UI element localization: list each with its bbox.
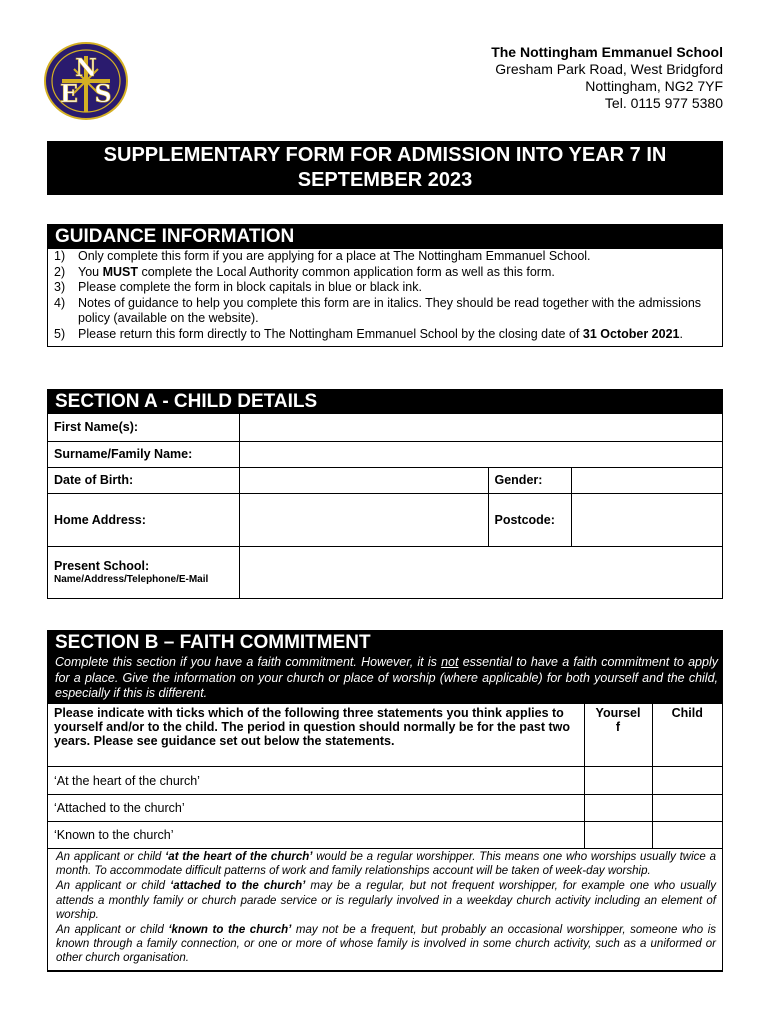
present-school-label-cell <box>48 546 239 598</box>
postcode-label: Postcode: <box>488 493 571 546</box>
note-attached-to-church <box>56 879 716 922</box>
guidance-item-number: 2) <box>54 264 66 279</box>
tick-child-known[interactable] <box>652 822 722 849</box>
guidance-item-text-part: . <box>679 326 683 341</box>
school-phone: Tel. 0115 977 5380 <box>604 95 723 111</box>
surname-label: Surname/Family Name: <box>48 441 239 467</box>
guidance-section <box>47 224 723 347</box>
guidance-item-text-part: Notes of guidance to help you complete this form are in italics. They should be read together with the admissions policy (available on the website). <box>78 295 702 325</box>
statement-attached-to-church: ‘Attached to the church’ <box>48 795 584 822</box>
yourself-column-header <box>584 704 652 767</box>
logo-letter-n: N <box>75 53 97 82</box>
section-b-intro <box>48 655 722 704</box>
statement-heart-of-church: ‘At the heart of the church’ <box>48 767 584 795</box>
guidance-item-number: 5) <box>54 326 66 341</box>
guidance-item-number: 3) <box>54 280 66 294</box>
tick-yourself-attached[interactable] <box>584 795 652 822</box>
child-details-table <box>48 414 722 598</box>
guidance-item-number: 1) <box>54 249 66 263</box>
note-term: ‘attached to the church’ <box>170 880 306 893</box>
faith-guidance-notes <box>48 849 722 971</box>
tick-yourself-known[interactable] <box>584 822 652 849</box>
first-names-field[interactable] <box>239 414 722 441</box>
school-address-line2: Nottingham, NG2 7YF <box>585 78 723 94</box>
guidance-item <box>48 280 722 296</box>
section-b-intro-text: Complete this section if you have a faith commitment. However, it is <box>55 655 442 669</box>
section-b-faith-commitment <box>47 630 723 972</box>
present-school-field[interactable] <box>239 546 722 598</box>
note-text: may not be a frequent, but probably an occasional worshipper, someone who is known through a family connection, or one or more of whose family is involved in some church activity, such as a uniformed or other church organisation. <box>56 924 716 965</box>
note-text: An applicant or child <box>56 880 171 893</box>
form-title <box>47 141 723 195</box>
statement-known-to-church: ‘Known to the church’ <box>48 822 584 849</box>
school-address-block <box>491 44 723 112</box>
note-text: would be a regular worshipper. This means one who worships usually twice a month. To accommodate difficult patterns of work and family relationships account will be taken of week-day worship. <box>56 851 716 878</box>
child-column-header: Child <box>652 704 722 767</box>
tick-child-attached[interactable] <box>652 795 722 822</box>
note-text: An applicant or child <box>56 851 166 863</box>
note-term: ‘known to the church’ <box>168 924 292 937</box>
first-names-label: First Name(s): <box>48 414 239 441</box>
school-name: The Nottingham Emmanuel School <box>491 44 723 60</box>
gender-field[interactable] <box>571 467 722 493</box>
guidance-item-number: 4) <box>54 295 66 310</box>
note-text: may be a regular, but not frequent worshipper, for example one who usually attends a monthly family or church parade service or is regularly involved in a weekday church activity including an element of worship. <box>56 880 716 921</box>
note-known-to-church <box>56 923 716 966</box>
guidance-item-text-part: complete the Local Authority common application form as well as this form. <box>138 264 555 279</box>
guidance-item-text <box>78 327 717 343</box>
guidance-item-text <box>78 280 717 296</box>
guidance-item-text <box>78 249 717 265</box>
date-of-birth-label: Date of Birth: <box>48 467 239 493</box>
section-b-intro-text: essential to have a faith commitment to apply for a place. Give the information on your church or place of worship (where applicable) for both yourself and the child, especially if this is different. <box>55 655 718 700</box>
section-a-heading: SECTION A - CHILD DETAILS <box>48 390 722 414</box>
present-school-sublabel: Name/Address/Telephone/E-Mail <box>54 573 209 585</box>
guidance-item-text-part: Please return this form directly to The Nottingham Emmanuel School by the closing date of <box>78 326 583 341</box>
note-heart-of-church <box>56 850 716 878</box>
present-school-label: Present School: <box>54 558 150 573</box>
faith-statements-table <box>48 704 722 971</box>
postcode-field[interactable] <box>571 493 722 546</box>
logo-letter-e: E <box>59 79 79 108</box>
note-term: ‘at the heart of the church’ <box>165 851 313 863</box>
gender-label: Gender: <box>488 467 571 493</box>
guidance-item-text-part: Please complete the form in block capitals in blue or black ink. <box>78 280 422 294</box>
note-text: An applicant or child <box>56 924 169 937</box>
guidance-item <box>48 265 722 281</box>
form-title-line2: SEPTEMBER 2023 <box>297 169 473 191</box>
guidance-item <box>48 327 722 343</box>
yourself-column-header-text: Yourself <box>595 705 641 734</box>
home-address-field[interactable] <box>239 493 488 546</box>
logo-letter-s: S <box>94 79 112 108</box>
home-address-label: Home Address: <box>48 493 239 546</box>
guidance-item-text <box>78 265 717 281</box>
section-b-intro-emphasis: not <box>441 655 459 669</box>
guidance-item-emphasis: MUST <box>102 264 138 279</box>
guidance-item-text <box>78 296 717 327</box>
guidance-item <box>48 296 722 327</box>
school-address-line1: Gresham Park Road, West Bridgford <box>495 61 723 77</box>
tick-child-heart[interactable] <box>652 767 722 795</box>
guidance-list <box>48 249 722 346</box>
guidance-item-text-part: Only complete this form if you are applying for a place at The Nottingham Emmanuel School. <box>78 249 591 263</box>
guidance-item-text-part: You <box>78 264 103 279</box>
faith-question: Please indicate with ticks which of the following three statements you think applies to yourself and/or to the child. The period in question should normally be for the past two years. Please see guidance set out below the statements. <box>48 704 584 767</box>
guidance-closing-date: 31 October 2021 <box>582 326 680 341</box>
section-b-heading: SECTION B – FAITH COMMITMENT <box>48 631 722 655</box>
surname-field[interactable] <box>239 441 722 467</box>
form-title-line1: SUPPLEMENTARY FORM FOR ADMISSION INTO YEAR 7 IN <box>103 144 667 166</box>
section-a-child-details <box>47 389 723 599</box>
date-of-birth-field[interactable] <box>239 467 488 493</box>
guidance-item <box>48 249 722 265</box>
guidance-heading: GUIDANCE INFORMATION <box>48 225 722 249</box>
tick-yourself-heart[interactable] <box>584 767 652 795</box>
school-logo <box>44 42 128 120</box>
